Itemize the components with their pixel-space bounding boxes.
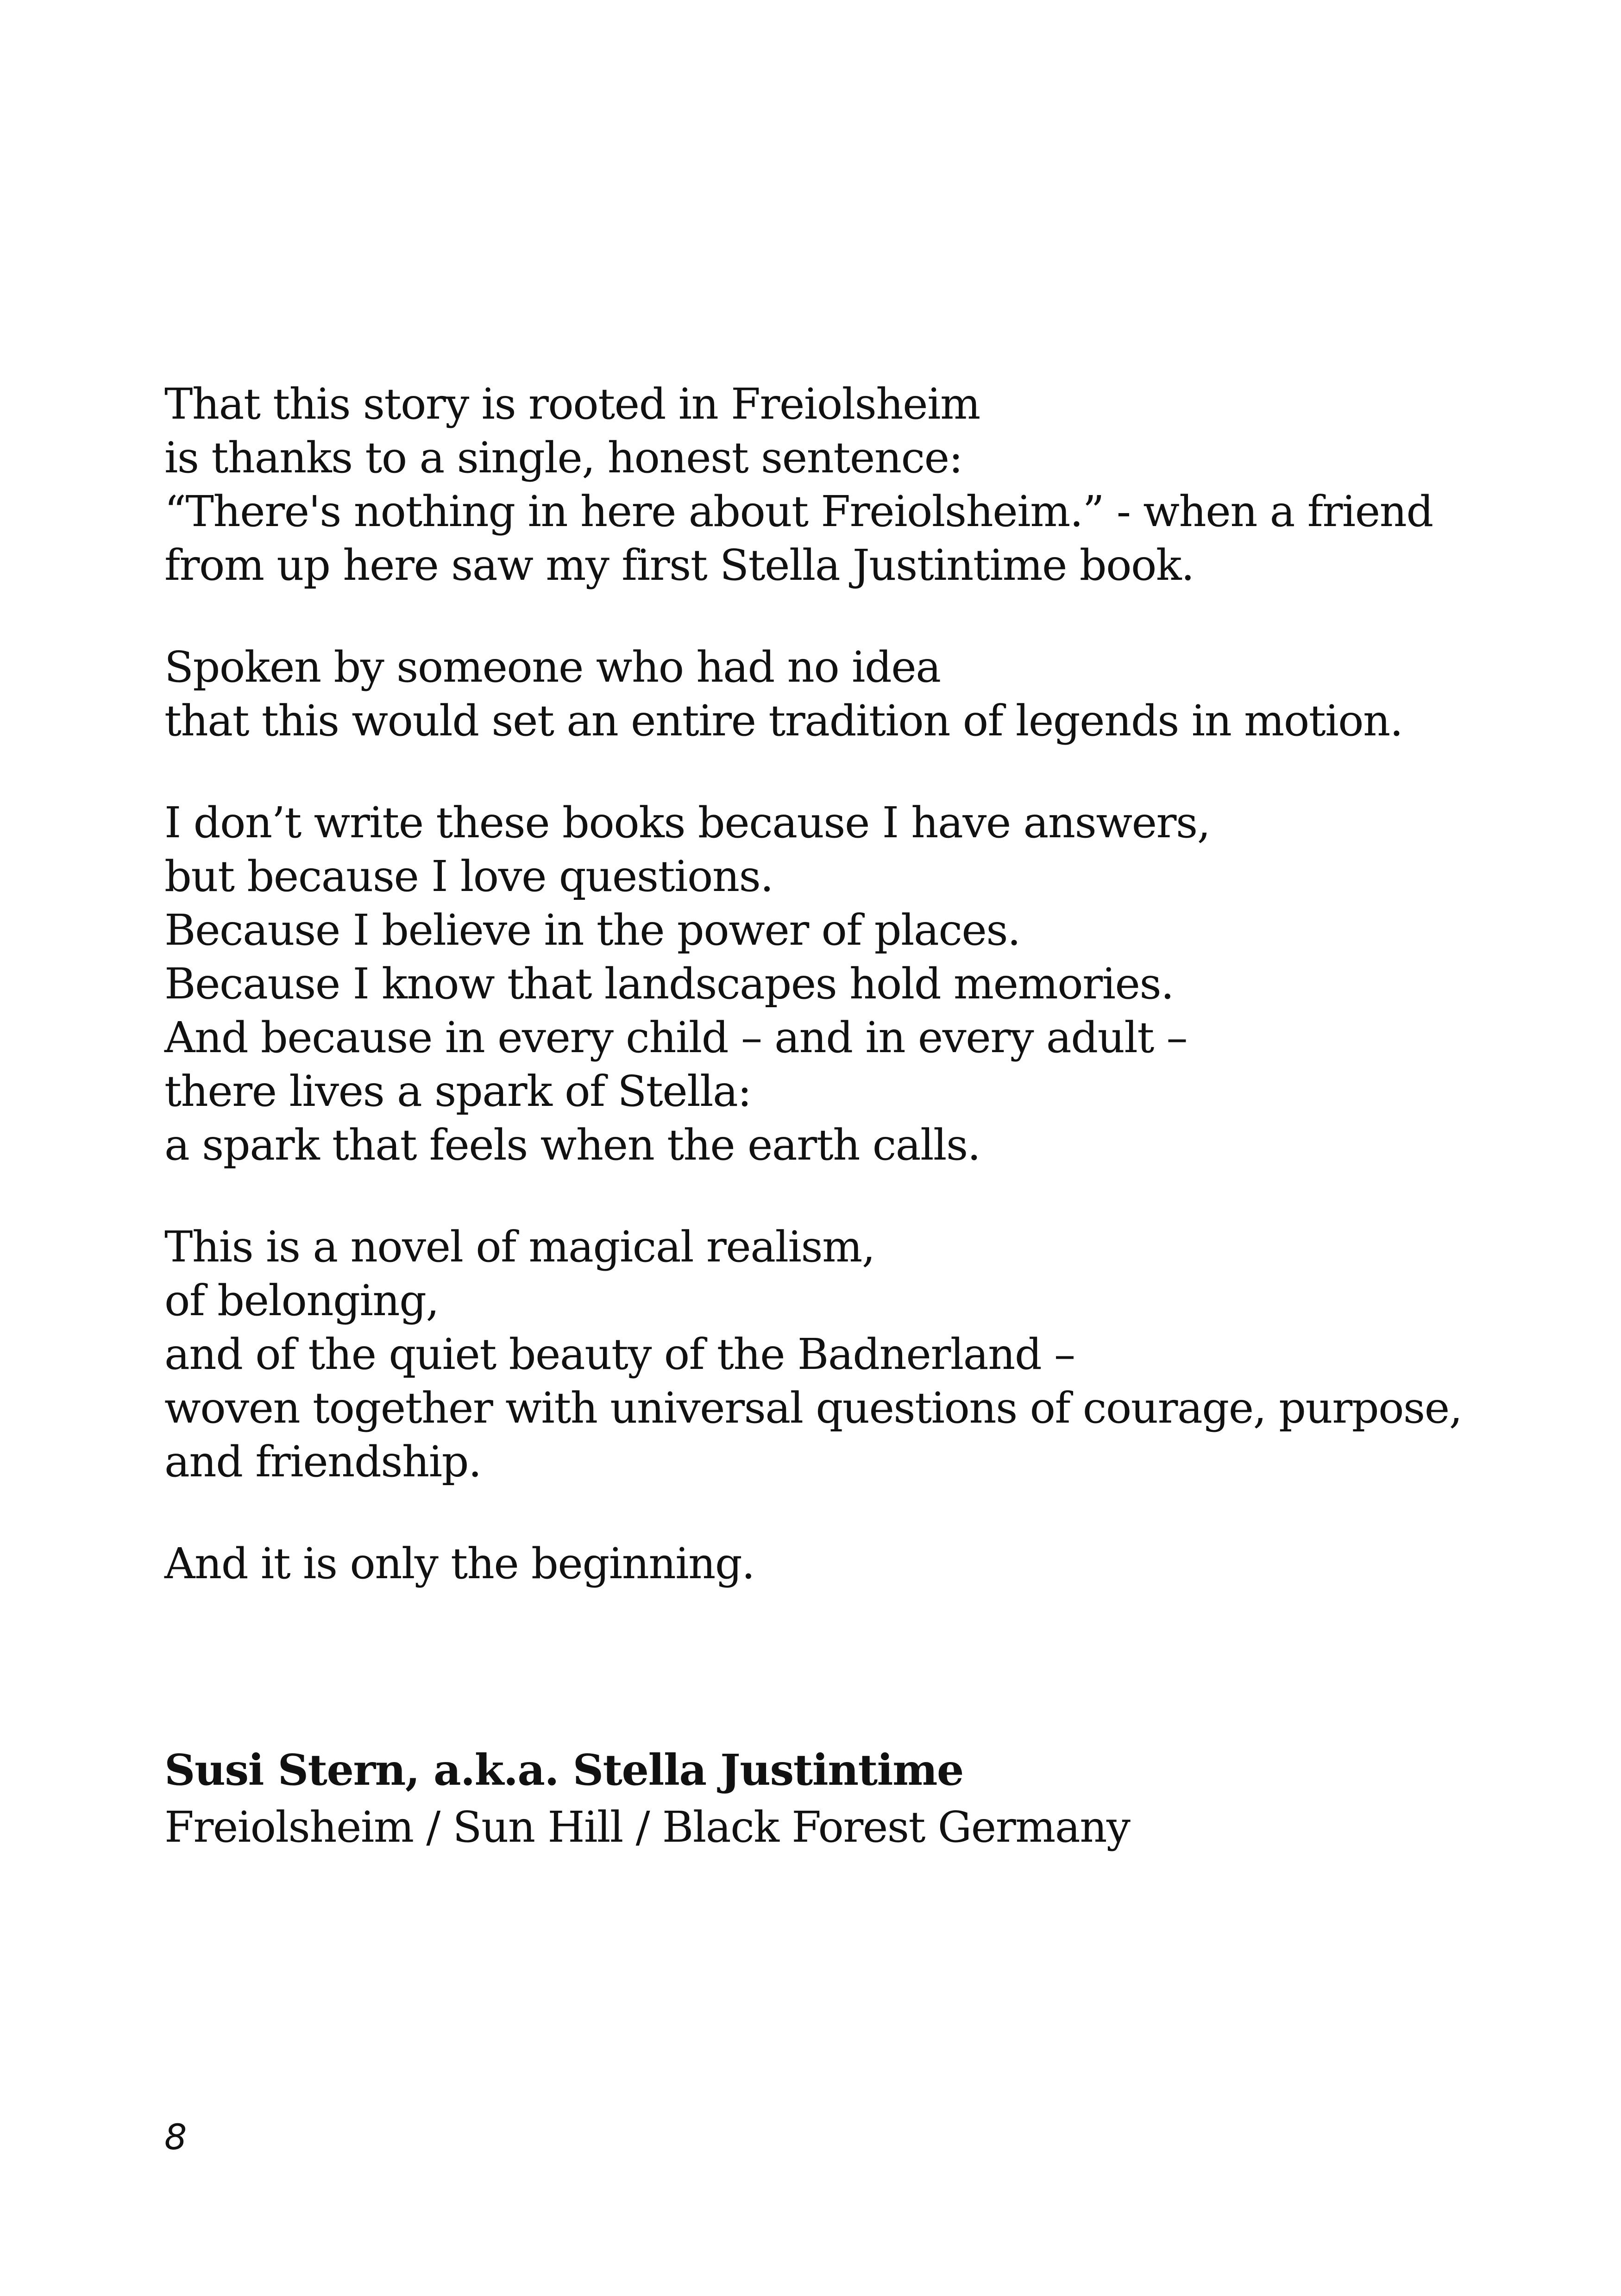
text-line: Because I know that landscapes hold memories. <box>164 959 1174 1009</box>
text-line: and of the quiet beauty of the Badnerland – <box>164 1330 1075 1379</box>
paragraph-3 <box>164 796 1508 1172</box>
text-line: of belonging, <box>164 1276 439 1325</box>
author-location: Freiolsheim / Sun Hill / Black Forest Germany <box>164 1802 1130 1852</box>
text-line: Spoken by someone who had no idea <box>164 642 941 692</box>
text-line: there lives a spark of Stella: <box>164 1066 751 1116</box>
text-line: but because I love questions. <box>164 852 773 901</box>
page-number: 8 <box>164 2116 187 2158</box>
body-text <box>164 377 1508 1639</box>
text-line: and friendship. <box>164 1437 481 1487</box>
text-line: a spark that feels when the earth calls. <box>164 1120 980 1170</box>
signature-block <box>164 1741 1461 1856</box>
paragraph-2 <box>164 640 1508 748</box>
paragraph-1 <box>164 377 1508 592</box>
author-name: Susi Stern, a.k.a. Stella Justintime <box>164 1745 963 1795</box>
paragraph-5 <box>164 1537 1508 1591</box>
text-line: woven together with universal questions of courage, purpose, <box>164 1383 1462 1433</box>
text-line: I don’t write these books because I have answers, <box>164 798 1210 847</box>
text-line: Because I believe in the power of places. <box>164 905 1020 955</box>
paragraph-4 <box>164 1220 1508 1489</box>
text-line: that this would set an entire tradition of legends in motion. <box>164 696 1403 746</box>
text-line: That this story is rooted in Freiolsheim <box>164 379 980 429</box>
text-line: is thanks to a single, honest sentence: <box>164 433 963 483</box>
text-line: And because in every child – and in every adult – <box>164 1013 1187 1062</box>
text-line: And it is only the beginning. <box>164 1539 755 1588</box>
text-line: This is a novel of magical realism, <box>164 1222 875 1272</box>
text-line: “There's nothing in here about Freiolsheim.” - when a friend <box>164 487 1433 536</box>
text-line: from up here saw my first Stella Justintime book. <box>164 540 1194 590</box>
